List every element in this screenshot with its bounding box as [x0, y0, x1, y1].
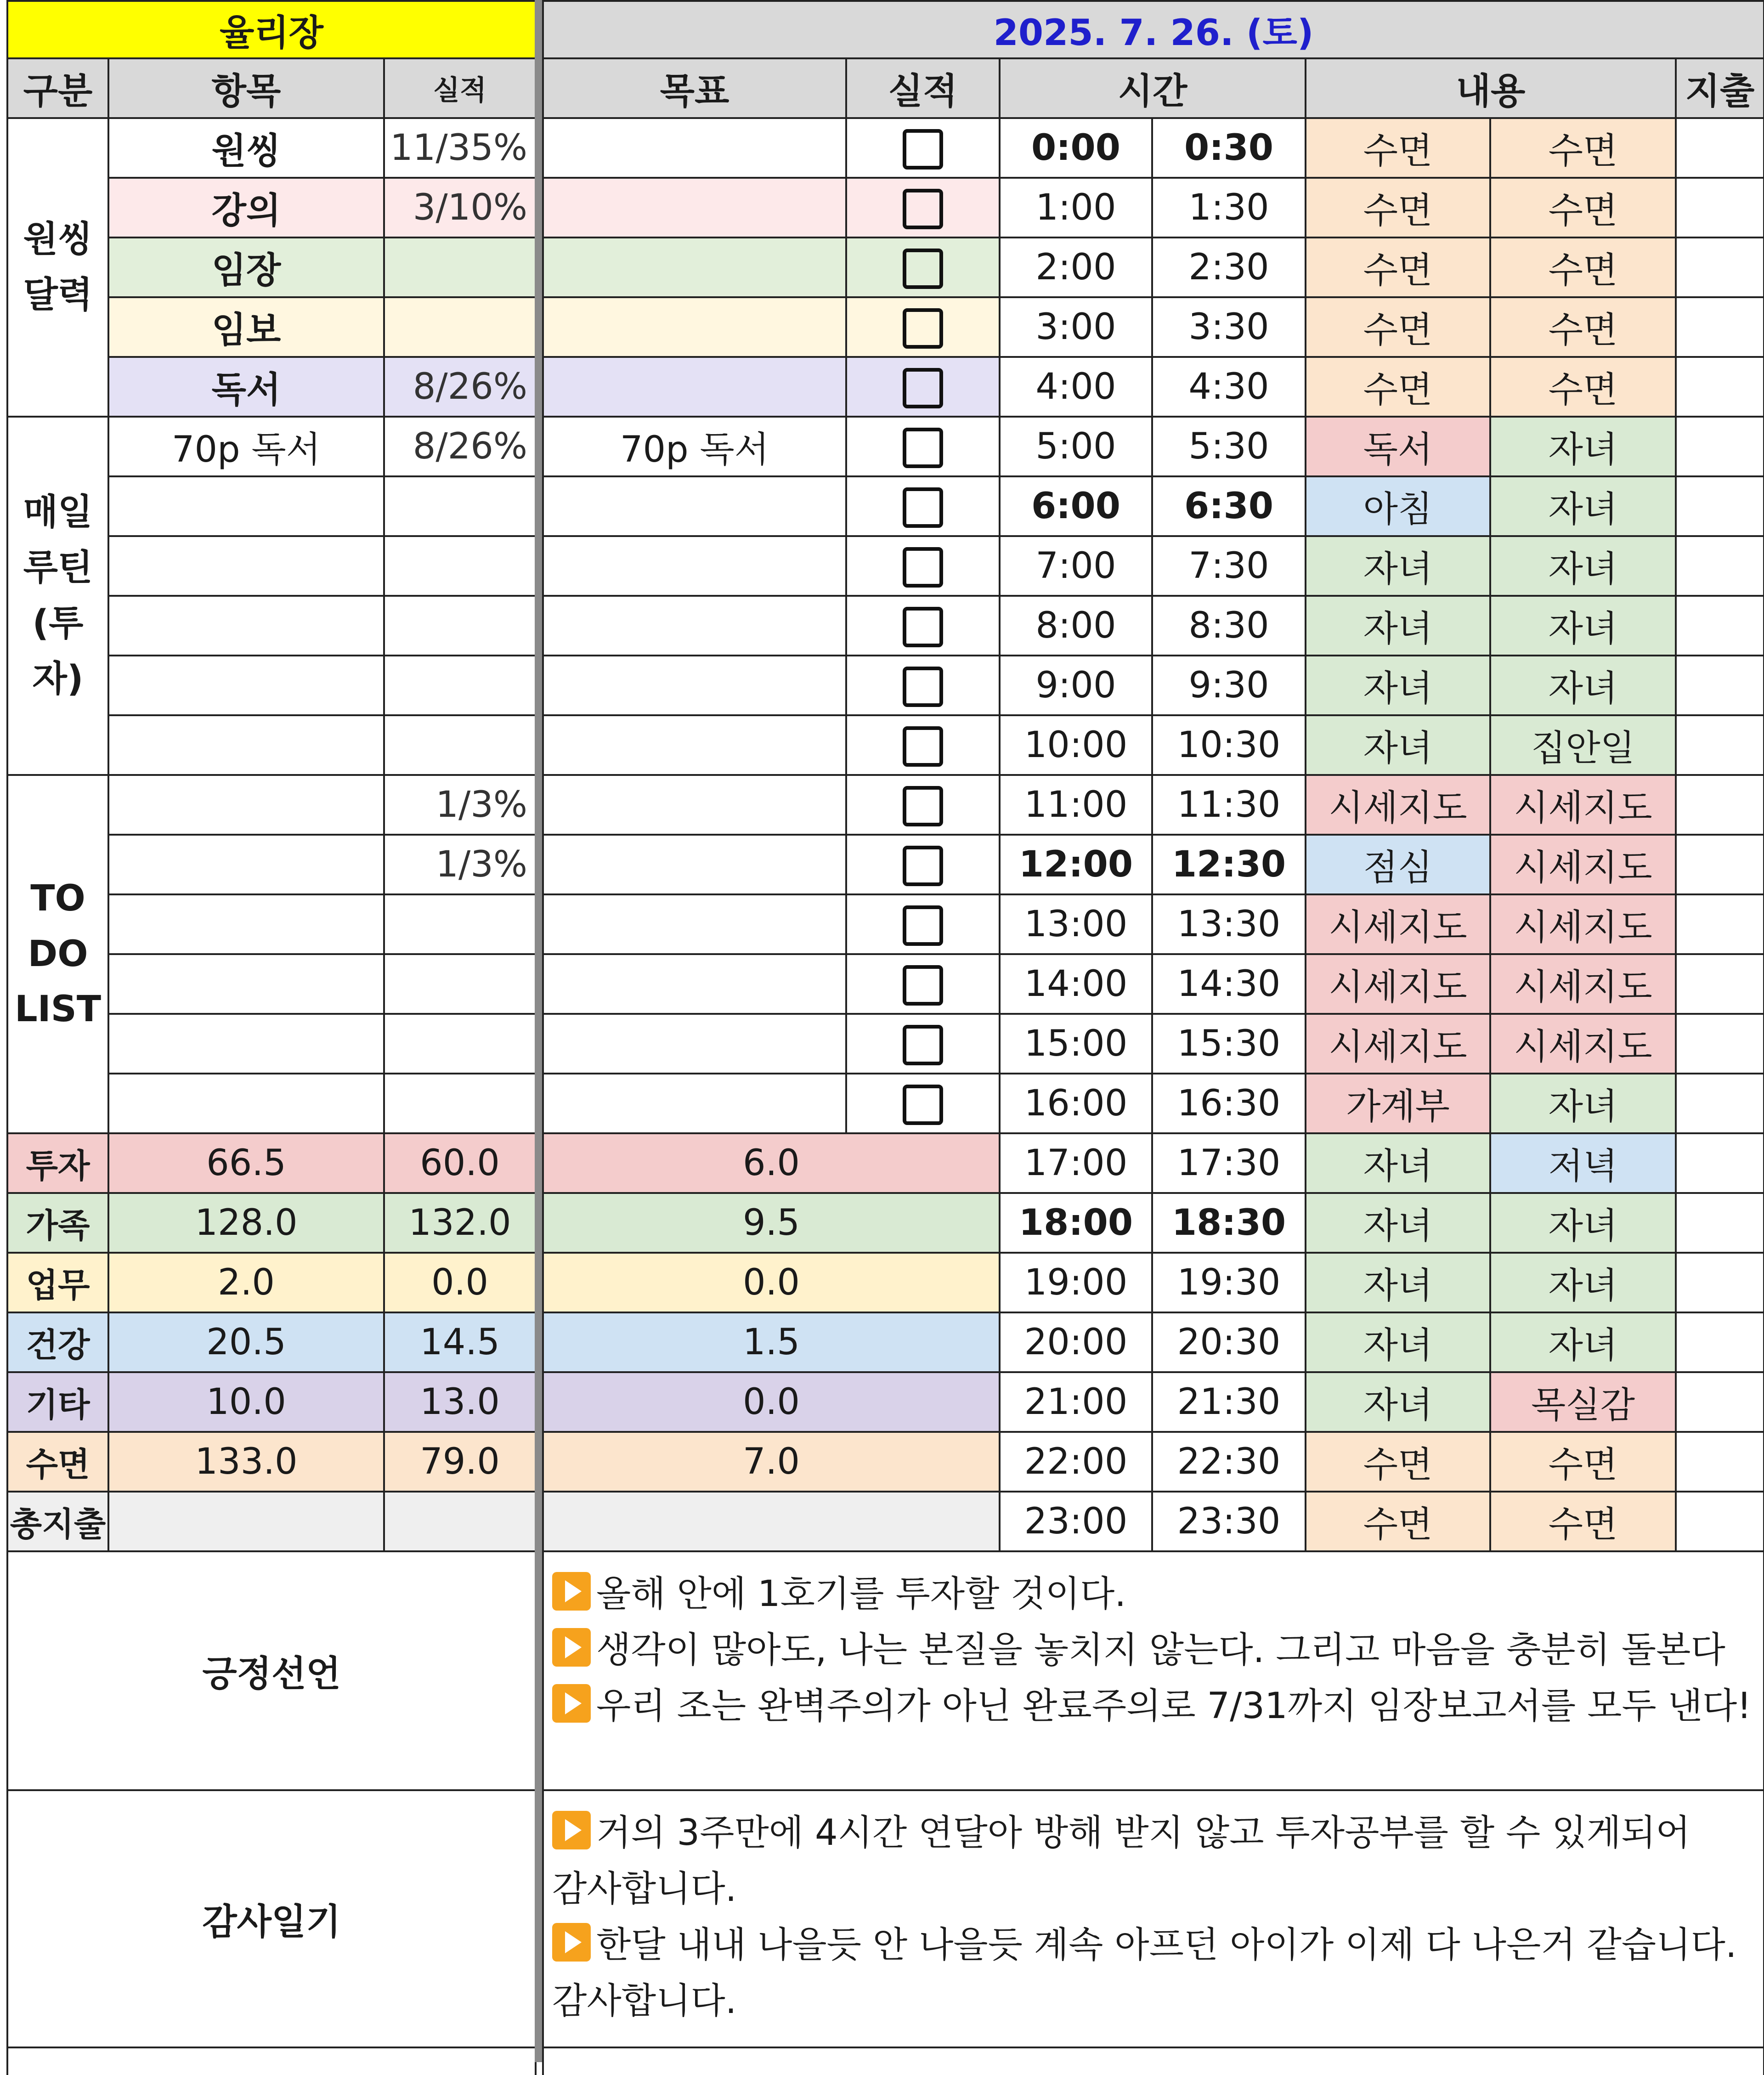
done-checkbox-cell[interactable]: [846, 954, 1000, 1014]
activity-first[interactable]: 자녀: [1306, 1372, 1490, 1432]
done-checkbox-cell[interactable]: [846, 417, 1000, 476]
activity-second[interactable]: 자녀: [1490, 417, 1676, 476]
activity-second[interactable]: 수면: [1490, 118, 1676, 178]
todo-item[interactable]: [108, 1014, 384, 1074]
time-start: 1:00: [1000, 178, 1152, 237]
activity-second[interactable]: 저녁: [1490, 1133, 1676, 1193]
activity-second[interactable]: 시세지도: [1490, 894, 1676, 954]
expense-cell[interactable]: [1676, 536, 1764, 596]
activity-first[interactable]: 자녀: [1306, 1133, 1490, 1193]
expense-cell[interactable]: [1676, 417, 1764, 476]
time-half: 11:30: [1152, 775, 1306, 835]
activity-first[interactable]: 가계부: [1306, 1074, 1490, 1133]
time-half: 8:30: [1152, 596, 1306, 656]
goal-cell[interactable]: [543, 536, 846, 596]
summary-actual-work: 0.0: [384, 1253, 536, 1312]
time-start: 14:00: [1000, 954, 1152, 1014]
goal-cell[interactable]: [543, 1014, 846, 1074]
goal-cell[interactable]: [543, 1074, 846, 1133]
checkbox-icon[interactable]: [903, 249, 943, 289]
goal-cell[interactable]: [543, 894, 846, 954]
summary-hours-total-expense: [543, 1492, 1000, 1551]
expense-cell[interactable]: [1676, 596, 1764, 656]
done-checkbox-cell[interactable]: [846, 1074, 1000, 1133]
onesing-item: 독서: [108, 357, 384, 417]
summary-actual-etc: 13.0: [384, 1372, 536, 1432]
summary-label-etc: 기타: [7, 1372, 108, 1432]
time-start: 4:00: [1000, 357, 1152, 417]
activity-second[interactable]: 수면: [1490, 1492, 1676, 1551]
time-half: 4:30: [1152, 357, 1306, 417]
play-arrow-icon: [552, 1684, 591, 1723]
time-start: 22:00: [1000, 1432, 1152, 1492]
activity-first[interactable]: 자녀: [1306, 1193, 1490, 1253]
header-perf: 실적: [384, 58, 536, 118]
expense-cell[interactable]: [1676, 715, 1764, 775]
activity-first[interactable]: 시세지도: [1306, 954, 1490, 1014]
goal-cell[interactable]: [543, 178, 846, 237]
summary-actual-health: 14.5: [384, 1312, 536, 1372]
expense-cell[interactable]: [1676, 1372, 1764, 1432]
activity-first[interactable]: 수면: [1306, 1492, 1490, 1551]
routine-item[interactable]: [108, 715, 384, 775]
expense-cell[interactable]: [1676, 894, 1764, 954]
summary-label-total-expense: 총지출: [7, 1492, 108, 1551]
summary-label-work: 업무: [7, 1253, 108, 1312]
activity-second[interactable]: 시세지도: [1490, 1014, 1676, 1074]
expense-cell[interactable]: [1676, 1253, 1764, 1312]
group-onesing: [7, 118, 108, 417]
expense-cell[interactable]: [1676, 1014, 1764, 1074]
expense-cell[interactable]: [1676, 954, 1764, 1014]
summary-actual-total-expense: [384, 1492, 536, 1551]
time-half: 9:30: [1152, 656, 1306, 715]
column-separator: [535, 0, 542, 2062]
time-half: 19:30: [1152, 1253, 1306, 1312]
done-checkbox-cell[interactable]: [846, 237, 1000, 297]
time-half: 10:30: [1152, 715, 1306, 775]
done-checkbox-cell[interactable]: [846, 894, 1000, 954]
summary-planned-etc: 10.0: [108, 1372, 384, 1432]
checkbox-icon[interactable]: [903, 129, 943, 170]
time-start: 6:00: [1000, 476, 1152, 536]
summary-hours-sleep: 7.0: [543, 1432, 1000, 1492]
gratitude-text: 거의 3주만에 4시간 연달아 방해 받지 않고 투자공부를 할 수 있게되어: [596, 1812, 1690, 1854]
activity-second[interactable]: 시세지도: [1490, 835, 1676, 894]
next-row-stub: [543, 2047, 1764, 2075]
expense-cell[interactable]: [1676, 1193, 1764, 1253]
summary-actual-sleep: 79.0: [384, 1432, 536, 1492]
expense-cell[interactable]: [1676, 178, 1764, 237]
routine-perf: [384, 536, 536, 596]
header-item: 항목: [108, 58, 384, 118]
activity-first[interactable]: 자녀: [1306, 1253, 1490, 1312]
summary-actual-family: 132.0: [384, 1193, 536, 1253]
goal-cell[interactable]: [543, 237, 846, 297]
done-checkbox-cell[interactable]: [846, 775, 1000, 835]
todo-item[interactable]: [108, 894, 384, 954]
goal-cell[interactable]: [543, 357, 846, 417]
todo-perf: [384, 894, 536, 954]
activity-first[interactable]: 수면: [1306, 1432, 1490, 1492]
time-start: 16:00: [1000, 1074, 1152, 1133]
onesing-item: 임보: [108, 297, 384, 357]
goal-cell[interactable]: 70p 독서: [543, 417, 846, 476]
summary-label-health: 건강: [7, 1312, 108, 1372]
group-label-todo: TO DO LIST: [14, 877, 102, 1030]
activity-second[interactable]: 자녀: [1490, 1193, 1676, 1253]
summary-planned-invest: 66.5: [108, 1133, 384, 1193]
time-half: 23:30: [1152, 1492, 1306, 1551]
expense-cell[interactable]: [1676, 1074, 1764, 1133]
done-checkbox-cell[interactable]: [846, 476, 1000, 536]
activity-first[interactable]: 수면: [1306, 357, 1490, 417]
routine-item[interactable]: [108, 476, 384, 536]
gratitude-label: 감사일기: [7, 1790, 536, 2047]
done-checkbox-cell[interactable]: [846, 357, 1000, 417]
routine-item[interactable]: 70p 독서: [108, 417, 384, 476]
goal-cell[interactable]: [543, 775, 846, 835]
goal-cell[interactable]: [543, 715, 846, 775]
activity-first[interactable]: 아침: [1306, 476, 1490, 536]
time-start: 15:00: [1000, 1014, 1152, 1074]
routine-perf: [384, 476, 536, 536]
todo-item[interactable]: [108, 954, 384, 1014]
time-start: 18:00: [1000, 1193, 1152, 1253]
time-start: 8:00: [1000, 596, 1152, 656]
time-half: 15:30: [1152, 1014, 1306, 1074]
checkbox-icon[interactable]: [903, 965, 943, 1006]
activity-first[interactable]: 자녀: [1306, 715, 1490, 775]
affirmation-text: 우리 조는 완벽주의가 아닌 완료주의로 7/31까지 임장보고서를 모두 낸다!: [596, 1685, 1752, 1727]
checkbox-icon[interactable]: [903, 607, 943, 647]
activity-first[interactable]: 시세지도: [1306, 894, 1490, 954]
time-start: 9:00: [1000, 656, 1152, 715]
time-half: 5:30: [1152, 417, 1306, 476]
done-checkbox-cell[interactable]: [846, 536, 1000, 596]
activity-second[interactable]: 시세지도: [1490, 954, 1676, 1014]
activity-second[interactable]: 자녀: [1490, 596, 1676, 656]
gratitude-box[interactable]: [543, 1790, 1764, 2047]
summary-hours-invest: 6.0: [543, 1133, 1000, 1193]
header-category: 구분: [7, 58, 108, 118]
left-title: 율리장: [7, 1, 536, 58]
summary-label-sleep: 수면: [7, 1432, 108, 1492]
checkbox-icon[interactable]: [903, 1085, 943, 1125]
header-time: 시간: [1000, 58, 1306, 118]
time-half: 21:30: [1152, 1372, 1306, 1432]
bullet-line: [552, 1566, 1755, 1622]
play-arrow-icon: [552, 1572, 591, 1611]
summary-hours-health: 1.5: [543, 1312, 1000, 1372]
play-arrow-icon: [552, 1811, 591, 1849]
activity-first[interactable]: 자녀: [1306, 596, 1490, 656]
routine-perf: [384, 656, 536, 715]
activity-second[interactable]: 수면: [1490, 297, 1676, 357]
done-checkbox-cell[interactable]: [846, 178, 1000, 237]
summary-hours-family: 9.5: [543, 1193, 1000, 1253]
group-label-onesing: 원씽 달력: [23, 219, 93, 316]
todo-item[interactable]: [108, 835, 384, 894]
checkbox-icon[interactable]: [903, 726, 943, 767]
time-start: 21:00: [1000, 1372, 1152, 1432]
done-checkbox-cell[interactable]: [846, 656, 1000, 715]
group-todo: [7, 775, 108, 1133]
time-start: 13:00: [1000, 894, 1152, 954]
todo-perf: [384, 954, 536, 1014]
goal-cell[interactable]: [543, 954, 846, 1014]
checkbox-icon[interactable]: [903, 846, 943, 886]
expense-cell[interactable]: [1676, 1432, 1764, 1492]
activity-first[interactable]: 독서: [1306, 417, 1490, 476]
summary-actual-invest: 60.0: [384, 1133, 536, 1193]
activity-second[interactable]: 자녀: [1490, 1253, 1676, 1312]
expense-cell[interactable]: [1676, 835, 1764, 894]
activity-second[interactable]: 수면: [1490, 357, 1676, 417]
checkbox-icon[interactable]: [903, 487, 943, 528]
time-start: 20:00: [1000, 1312, 1152, 1372]
group-routine: [7, 417, 108, 775]
checkbox-icon[interactable]: [903, 667, 943, 707]
checkbox-icon[interactable]: [903, 547, 943, 588]
activity-first[interactable]: 자녀: [1306, 656, 1490, 715]
activity-first[interactable]: 수면: [1306, 237, 1490, 297]
routine-perf: 8/26%: [384, 417, 536, 476]
activity-first[interactable]: 수면: [1306, 297, 1490, 357]
goal-cell[interactable]: [543, 835, 846, 894]
time-start: 19:00: [1000, 1253, 1152, 1312]
right-panel: [542, 0, 1764, 2075]
time-start: 2:00: [1000, 237, 1152, 297]
checkbox-icon[interactable]: [903, 308, 943, 349]
routine-item[interactable]: [108, 536, 384, 596]
routine-perf: [384, 596, 536, 656]
time-half: 17:30: [1152, 1133, 1306, 1193]
header-goal: 목표: [543, 58, 846, 118]
header-content: 내용: [1306, 58, 1676, 118]
gratitude-continuation: 감사합니다.: [552, 1980, 737, 2022]
routine-perf: [384, 715, 536, 775]
date-title: 2025. 7. 26. (토): [543, 1, 1764, 58]
onesing-perf: 8/26%: [384, 357, 536, 417]
checkbox-icon[interactable]: [903, 786, 943, 826]
time-half: 3:30: [1152, 297, 1306, 357]
time-start: 23:00: [1000, 1492, 1152, 1551]
todo-perf: [384, 1074, 536, 1133]
time-half: 0:30: [1152, 118, 1306, 178]
activity-second[interactable]: 자녀: [1490, 536, 1676, 596]
done-checkbox-cell[interactable]: [846, 118, 1000, 178]
expense-cell[interactable]: [1676, 1133, 1764, 1193]
expense-cell[interactable]: [1676, 297, 1764, 357]
onesing-item: 임장: [108, 237, 384, 297]
activity-second[interactable]: 자녀: [1490, 1312, 1676, 1372]
todo-perf: [384, 1014, 536, 1074]
onesing-item: 강의: [108, 178, 384, 237]
done-checkbox-cell[interactable]: [846, 1014, 1000, 1074]
time-half: 20:30: [1152, 1312, 1306, 1372]
activity-second[interactable]: 자녀: [1490, 656, 1676, 715]
time-start: 17:00: [1000, 1133, 1152, 1193]
bullet-line: [552, 1678, 1755, 1734]
time-start: 11:00: [1000, 775, 1152, 835]
play-arrow-icon: [552, 1923, 591, 1962]
affirmation-text: 올해 안에 1호기를 투자할 것이다.: [596, 1573, 1126, 1615]
affirmation-box[interactable]: [543, 1551, 1764, 1790]
bullet-line: [552, 1622, 1755, 1678]
todo-perf: 1/3%: [384, 775, 536, 835]
checkbox-icon[interactable]: [903, 368, 943, 408]
goal-cell[interactable]: [543, 596, 846, 656]
checkbox-icon[interactable]: [903, 1025, 943, 1065]
time-half: 22:30: [1152, 1432, 1306, 1492]
next-row-stub: [7, 2047, 536, 2075]
expense-cell[interactable]: [1676, 656, 1764, 715]
goal-cell[interactable]: [543, 476, 846, 536]
activity-first[interactable]: 자녀: [1306, 536, 1490, 596]
group-label-routine: 매일 루틴 (투자): [23, 492, 93, 700]
activity-second[interactable]: 집안일: [1490, 715, 1676, 775]
summary-hours-etc: 0.0: [543, 1372, 1000, 1432]
done-checkbox-cell[interactable]: [846, 297, 1000, 357]
goal-cell[interactable]: [543, 297, 846, 357]
time-half: 18:30: [1152, 1193, 1306, 1253]
time-half: 14:30: [1152, 954, 1306, 1014]
time-start: 7:00: [1000, 536, 1152, 596]
activity-second[interactable]: 자녀: [1490, 476, 1676, 536]
activity-second[interactable]: 수면: [1490, 237, 1676, 297]
summary-planned-family: 128.0: [108, 1193, 384, 1253]
done-checkbox-cell[interactable]: [846, 596, 1000, 656]
summary-planned-health: 20.5: [108, 1312, 384, 1372]
activity-second[interactable]: 시세지도: [1490, 775, 1676, 835]
time-half: 12:30: [1152, 835, 1306, 894]
todo-item[interactable]: [108, 775, 384, 835]
time-start: 3:00: [1000, 297, 1152, 357]
time-half: 16:30: [1152, 1074, 1306, 1133]
onesing-perf: 11/35%: [384, 118, 536, 178]
activity-first[interactable]: 시세지도: [1306, 1014, 1490, 1074]
left-panel: [6, 0, 537, 2075]
time-start: 0:00: [1000, 118, 1152, 178]
activity-second[interactable]: 목실감: [1490, 1372, 1676, 1432]
checkbox-icon[interactable]: [903, 428, 943, 468]
expense-cell[interactable]: [1676, 118, 1764, 178]
activity-first[interactable]: 점심: [1306, 835, 1490, 894]
summary-planned-total-expense: [108, 1492, 384, 1551]
play-arrow-icon: [552, 1628, 591, 1667]
checkbox-icon[interactable]: [903, 189, 943, 229]
expense-cell[interactable]: [1676, 775, 1764, 835]
onesing-perf: [384, 237, 536, 297]
bullet-line: [552, 1805, 1755, 1861]
done-checkbox-cell[interactable]: [846, 715, 1000, 775]
summary-label-invest: 투자: [7, 1133, 108, 1193]
done-checkbox-cell[interactable]: [846, 835, 1000, 894]
expense-cell[interactable]: [1676, 357, 1764, 417]
time-half: 1:30: [1152, 178, 1306, 237]
expense-cell[interactable]: [1676, 476, 1764, 536]
activity-first[interactable]: 시세지도: [1306, 775, 1490, 835]
activity-second[interactable]: 수면: [1490, 1432, 1676, 1492]
expense-cell[interactable]: [1676, 1312, 1764, 1372]
routine-item[interactable]: [108, 656, 384, 715]
expense-cell[interactable]: [1676, 237, 1764, 297]
goal-cell[interactable]: [543, 118, 846, 178]
header-expense: 지출: [1676, 58, 1764, 118]
time-half: 7:30: [1152, 536, 1306, 596]
activity-second[interactable]: 자녀: [1490, 1074, 1676, 1133]
summary-label-family: 가족: [7, 1193, 108, 1253]
affirmation-text: 생각이 많아도, 나는 본질을 놓치지 않는다. 그리고 마음을 충분히 돌본다: [596, 1629, 1725, 1671]
affirmation-label: 긍정선언: [7, 1551, 536, 1790]
summary-planned-work: 2.0: [108, 1253, 384, 1312]
bullet-line: [552, 1917, 1755, 1973]
activity-first[interactable]: 수면: [1306, 118, 1490, 178]
checkbox-icon[interactable]: [903, 905, 943, 946]
summary-hours-work: 0.0: [543, 1253, 1000, 1312]
expense-cell[interactable]: [1676, 1492, 1764, 1551]
gratitude-continuation: 감사합니다.: [552, 1868, 737, 1910]
goal-cell[interactable]: [543, 656, 846, 715]
row-header-strip: [0, 0, 6, 2062]
time-half: 6:30: [1152, 476, 1306, 536]
routine-item[interactable]: [108, 596, 384, 656]
time-start: 10:00: [1000, 715, 1152, 775]
onesing-item: 원씽: [108, 118, 384, 178]
header-done: 실적: [846, 58, 1000, 118]
time-start: 12:00: [1000, 835, 1152, 894]
onesing-perf: [384, 297, 536, 357]
activity-first[interactable]: 자녀: [1306, 1312, 1490, 1372]
todo-perf: 1/3%: [384, 835, 536, 894]
time-half: 2:30: [1152, 237, 1306, 297]
time-half: 13:30: [1152, 894, 1306, 954]
summary-planned-sleep: 133.0: [108, 1432, 384, 1492]
todo-item[interactable]: [108, 1074, 384, 1133]
onesing-perf: 3/10%: [384, 178, 536, 237]
activity-first[interactable]: 수면: [1306, 178, 1490, 237]
gratitude-text: 한달 내내 나을듯 안 나을듯 계속 아프던 아이가 이제 다 나은거 같습니다.: [596, 1924, 1737, 1966]
time-start: 5:00: [1000, 417, 1152, 476]
activity-second[interactable]: 수면: [1490, 178, 1676, 237]
